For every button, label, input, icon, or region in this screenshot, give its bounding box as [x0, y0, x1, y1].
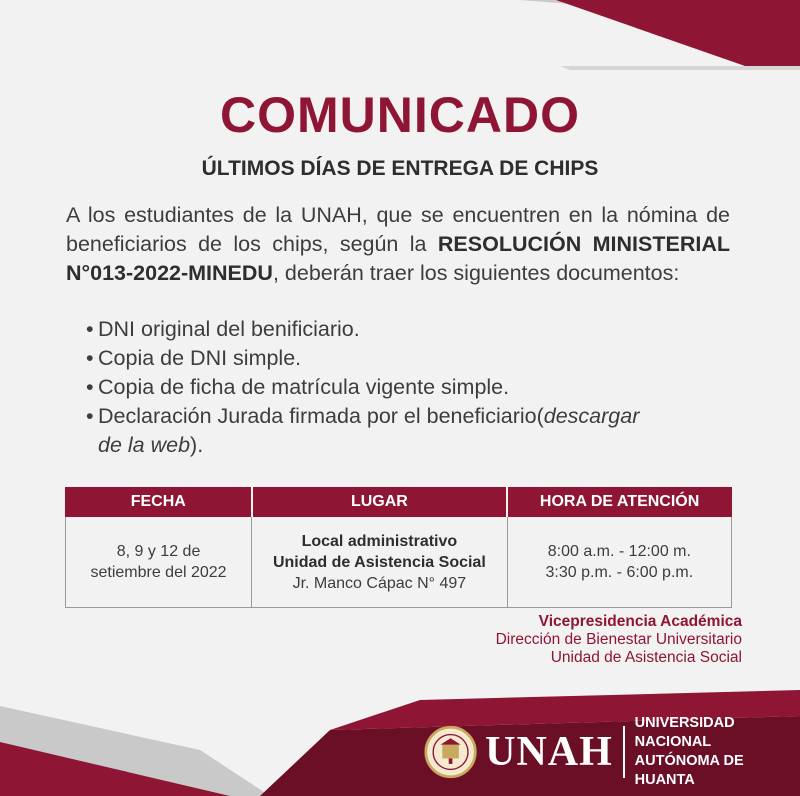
- footer-name-line: AUTÓNOMA DE HUANTA: [634, 753, 744, 788]
- header-fecha: FECHA: [66, 488, 252, 517]
- intro-text-2: , deberán traer los siguientes documentos:: [272, 261, 680, 285]
- footer-divider: [623, 726, 625, 778]
- signature-line: Dirección de Bienestar Universitario: [495, 631, 742, 648]
- fecha-line: 8, 9 y 12 de: [116, 543, 201, 560]
- fecha-line: setiembre del 2022: [90, 564, 227, 581]
- intro-text-1: A los estudiantes de la UNAH, que se encuentren en la nómina de beneficiarios de los chips, según la: [66, 203, 730, 256]
- lugar-address: Jr. Manco Cápac N° 497: [292, 574, 467, 592]
- lugar-line: Unidad de Asistencia Social: [272, 553, 486, 571]
- table-header-row: [66, 488, 732, 517]
- list-item-text: Copia de ficha de matrícula vigente simple.: [98, 375, 510, 399]
- lugar-line: Local administrativo: [301, 532, 458, 550]
- header-lugar: LUGAR: [252, 488, 508, 517]
- intro-paragraph: [66, 201, 730, 288]
- cell-fecha: [66, 517, 252, 608]
- list-item: [86, 373, 666, 402]
- list-item: [86, 344, 666, 373]
- hora-line: 8:00 a.m. - 12:00 m.: [547, 543, 691, 560]
- university-seal-icon: [424, 723, 477, 781]
- resolution-number: RESOLUCIÓN MINISTERIAL N°013-2022-MINEDU: [66, 232, 730, 285]
- list-item-text: Declaración Jurada firmada por el beneficiario(: [98, 404, 544, 428]
- footer-logo: [424, 715, 800, 788]
- footer-acronym: UNAH: [485, 729, 613, 775]
- list-item: [86, 402, 666, 460]
- schedule-table: [65, 487, 732, 608]
- top-red-band: [556, 0, 800, 66]
- page-title: COMUNICADO: [220, 87, 580, 143]
- signature-block: [496, 613, 742, 667]
- hora-line: 3:30 p.m. - 6:00 p.m.: [545, 564, 694, 581]
- footer-name-line: UNIVERSIDAD NACIONAL: [634, 715, 735, 750]
- cell-lugar: [252, 517, 508, 608]
- header-hora: HORA DE ATENCIÓN: [507, 488, 731, 517]
- list-item-text: Copia de DNI simple.: [98, 346, 302, 370]
- signature-line: Vicepresidencia Académica: [538, 613, 742, 630]
- top-gray-line: [560, 66, 800, 70]
- documents-list: [86, 315, 666, 460]
- list-item-text: DNI original del benificiario.: [98, 317, 360, 341]
- page-subtitle: ÚLTIMOS DÍAS DE ENTREGA DE CHIPS: [201, 157, 599, 180]
- download-note: descargar de la web: [98, 404, 640, 457]
- signature-line: Unidad de Asistencia Social: [550, 649, 742, 666]
- list-item-text-end: ).: [190, 433, 204, 457]
- list-item: [86, 315, 666, 344]
- cell-hora: [507, 517, 731, 608]
- table-row: [66, 517, 732, 608]
- footer-university-name: [635, 714, 800, 790]
